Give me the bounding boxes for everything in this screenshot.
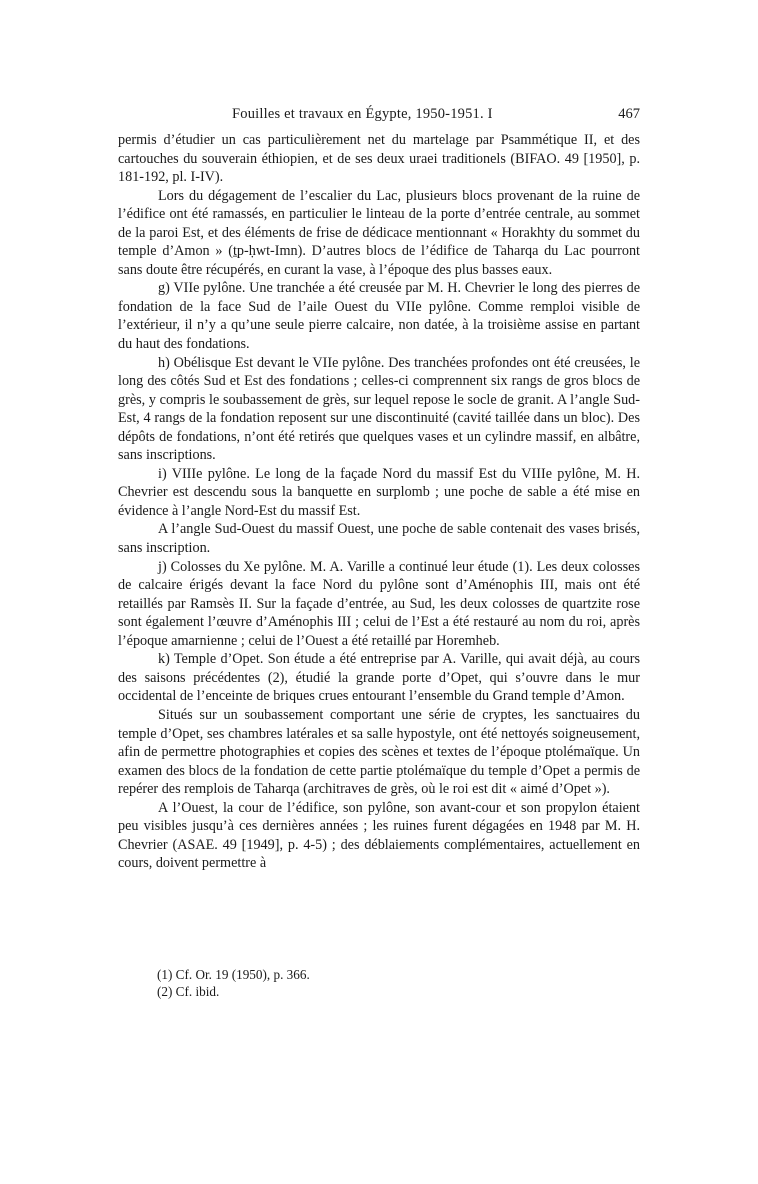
footnote-1: (1) Cf. Or. 19 (1950), p. 366. bbox=[157, 967, 310, 982]
body-text bbox=[118, 131, 640, 873]
paragraph-opet-west-court: A l’Ouest, la cour de l’édifice, son pylône, son avant-cour et son propylon étaient peu visibles jusqu’à ces dernières années ; les ruines furent dégagées en 1948 par M. H. Chevrier (ASAE. 49 [1949], p. 4-5) ; des déblaiements complémentaires, actuellement en cours, doivent permettre à bbox=[118, 799, 640, 872]
running-header bbox=[118, 106, 640, 126]
paragraph-g-seventh-pylon: g) VIIe pylône. Une tranchée a été creusée par M. H. Chevrier le long des pierres de fondation de la face Sud de l’aile Ouest du VIIe pylône. Comme remploi visible de l’extérieur, il n’y a qu’une seule pierre calcaire, non datée, à la troisième assise en partant du haut des fondations. bbox=[118, 280, 640, 353]
paragraph-continuation: permis d’étudier un cas particulièrement net du martelage par Psammétique II, et des cartouches du souverain éthiopien, et de ses deux uraei traditionels (BIFAO. 49 [1950], p. 181-192, pl. I-IV). bbox=[118, 132, 640, 186]
footnote-2: (2) Cf. ibid. bbox=[157, 984, 220, 999]
paragraph-j-colossi: j) Colosses du Xe pylône. M. A. Varille a continué leur étude (1). Les deux colosses de calcaire érigés devant la face Nord du pylône sont d’Aménophis III, mais ont été retaillés par Ramsès II. Sur la façade d’entrée, au Sud, les deux colosses de quartzite rose sont également l’œuvre d’Aménophis III ; celui de l’Est a été restauré au nom du roi, après l’époque amarnienne ; celui de l’Ouest a été retaillé par Horemheb. bbox=[118, 558, 640, 649]
paragraph-i-eighth-pylon: i) VIIIe pylône. Le long de la façade Nord du massif Est du VIIIe pylône, M. H. Chevrier est descendu sous la banquette en surplomb ; une poche de sable a été mise en évidence à l’angle Nord-Est du massif Est. bbox=[118, 465, 640, 519]
paragraph-k-opet-temple: k) Temple d’Opet. Son étude a été entreprise par A. Varille, qui avait déjà, au cours des saisons précédentes (2), étudié la grande porte d’Opet, qui s’ouvre dans le mur occidental de l’enceinte de briques crues entourant l’ensemble du Grand temple d’Amon. bbox=[118, 651, 640, 705]
paragraph-southwest-angle: A l’angle Sud-Ouest du massif Ouest, une poche de sable contenait des vases brisés, sans inscription. bbox=[118, 521, 640, 557]
paragraph-lac-blocks: Lors du dégagement de l’escalier du Lac, plusieurs blocs provenant de la ruine de l’édifice ont été ramassés, en particulier le linteau de la porte d’entrée centrale, au sommet de la paroi Est, et des éléments de frise de dédicace mentionnant « Horakhty du sommet du temple d’Amon » (ṯp-ḥwt-Imn). D’autres blocs de l’édifice de Taharqa du Lac pourront sans doute être récupérés, en curant la vase, à l’époque des plus basses eaux. bbox=[118, 187, 640, 278]
page-number: 467 bbox=[618, 106, 640, 122]
paragraph-opet-crypts: Situés sur un soubassement comportant une série de cryptes, les sanctuaires du temple d’Opet, ses chambres latérales et sa salle hypostyle, ont été nettoyés soigneusement, afin de permettre photographies et copies des scènes et textes de l’époque ptolémaïque. Un examen des blocs de la fondation de cette partie ptolémaïque du temple d’Opet a permis de repérer des remplois de Taharqa (architraves de grès, où le roi est dit « aimé d’Opet »). bbox=[118, 706, 640, 798]
paragraph-h-obelisk: h) Obélisque Est devant le VIIe pylône. Des tranchées profondes ont été creusées, le long des côtés Sud et Est des fondations ; celles-ci comprennent six rangs de gros blocs de grès, y compris le soubassement de grès, sur lequel repose le socle de granit. A l’angle Sud-Est, 4 rangs de la fondation reposent sur une discontinuité (cavité taillée dans un bloc). Des dépôts de fondations, n’ont été retirés que quelques vases et un cylindre massif, en albâtre, sans inscriptions. bbox=[118, 354, 640, 464]
footnotes bbox=[157, 966, 577, 1000]
running-title: Fouilles et travaux en Égypte, 1950-1951. I bbox=[232, 106, 493, 122]
